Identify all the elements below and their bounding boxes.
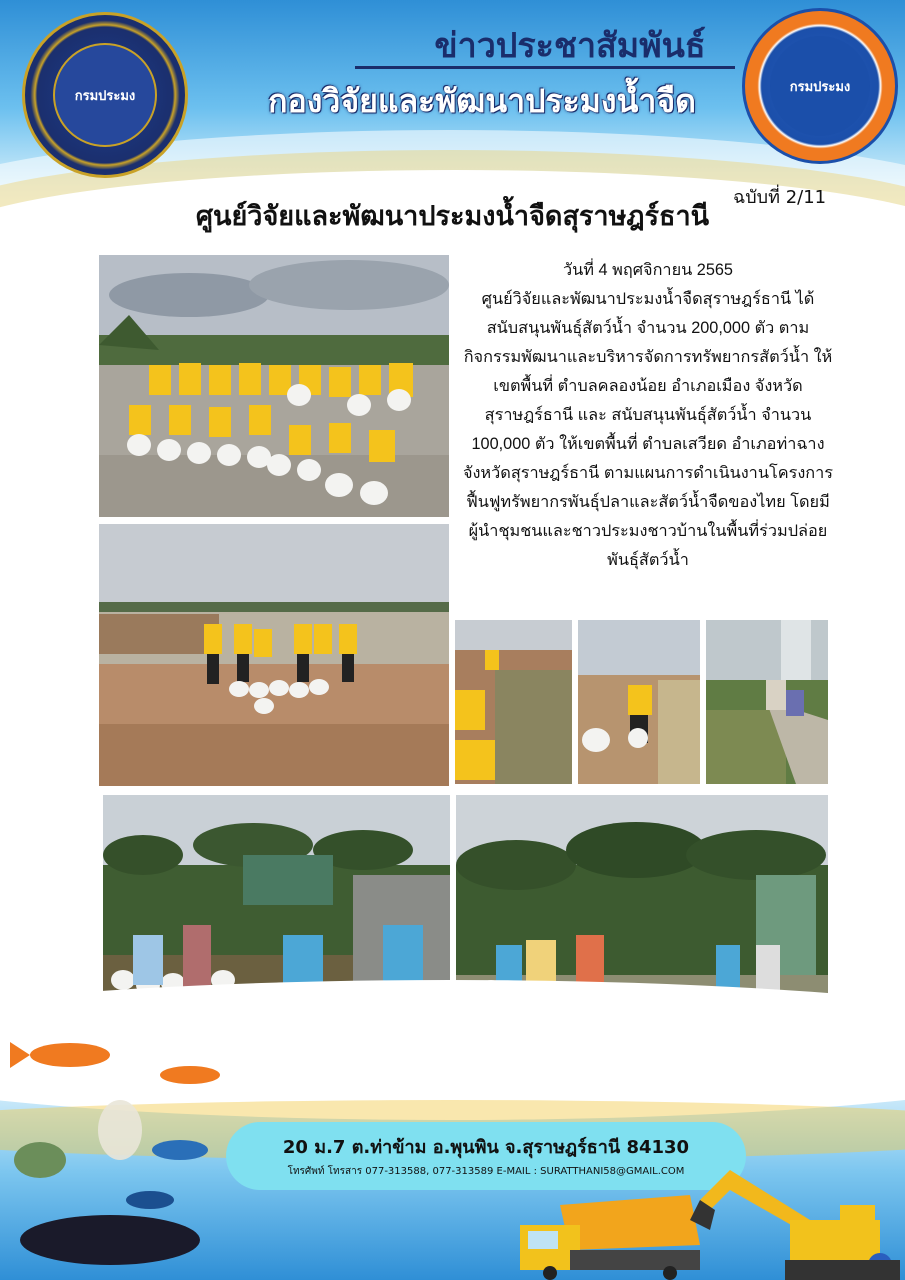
photo-canal-release-2 bbox=[578, 620, 700, 784]
excavator-icon bbox=[690, 1160, 905, 1280]
seal-left-label: กรมประมง bbox=[74, 88, 136, 104]
photo-canal-release-1 bbox=[455, 620, 572, 784]
news-date: วันที่ 4 พฤศจิกายน 2565 bbox=[563, 261, 733, 279]
photo-group-with-fish-bags bbox=[99, 255, 449, 517]
photo-canal-release-3 bbox=[706, 620, 828, 784]
dump-truck-icon bbox=[520, 1195, 710, 1280]
division-logo-right bbox=[742, 8, 898, 164]
header-divider bbox=[355, 66, 735, 69]
footer-address: 20 ม.7 ต.ท่าข้าม อ.พุนพิน จ.สุราษฎร์ธานี 84130 bbox=[282, 1137, 690, 1158]
header-title: ข่าวประชาสัมพันธ์ bbox=[434, 26, 706, 66]
news-body bbox=[462, 256, 834, 575]
address-box bbox=[226, 1122, 746, 1190]
issue-number: ฉบับที่ 2/11 bbox=[733, 187, 827, 208]
seal-right-label: กรมประมง bbox=[789, 79, 851, 95]
photo-shore-release bbox=[99, 524, 449, 786]
page-title: ศูนย์วิจัยและพัฒนาประมงน้ำจืดสุราษฎร์ธานี bbox=[195, 201, 710, 232]
footer-contact: โทรศัพท์ โทรสาร 077-313588, 077-313589 E-MAIL : SURATTHANI58@GMAIL.COM bbox=[287, 1166, 685, 1177]
department-seal-left bbox=[22, 12, 188, 178]
header-subtitle: กองวิจัยและพัฒนาประมงน้ำจืด bbox=[268, 82, 696, 120]
news-paragraph: ศูนย์วิจัยและพัฒนาประมงน้ำจืดสุราษฎร์ธานี ได้สนับสนุนพันธุ์สัตว์น้ำ จำนวน 200,000 ตัว ตามกิจกรรมพัฒนาและบริหารจัดการทรัพยากรสัตว์น้ำ ให้เขตพื้นที่ ตำบลคลองน้อย อำเภอเมือง จังหวัดสุราษฎร์ธานี และ สนับสนุนพันธุ์สัตว์น้ำ จำนวน 100,000 ตัว ให้เขตพื้นที่ ตำบลเสวียด อำเภอท่าฉาง จังหวัดสุราษฎร์ธานี ตามแผนการดำเนินงานโครงการฟื้นฟูทรัพยากรพันธุ์ปลาและสัตว์น้ำจืดของไทย โดยมีผู้นำชุมชนและชาวประมงชาวบ้านในพื้นที่ร่วมปล่อยพันธุ์สัตว์น้ำ bbox=[462, 290, 834, 569]
fish-decoration bbox=[0, 1030, 240, 1280]
